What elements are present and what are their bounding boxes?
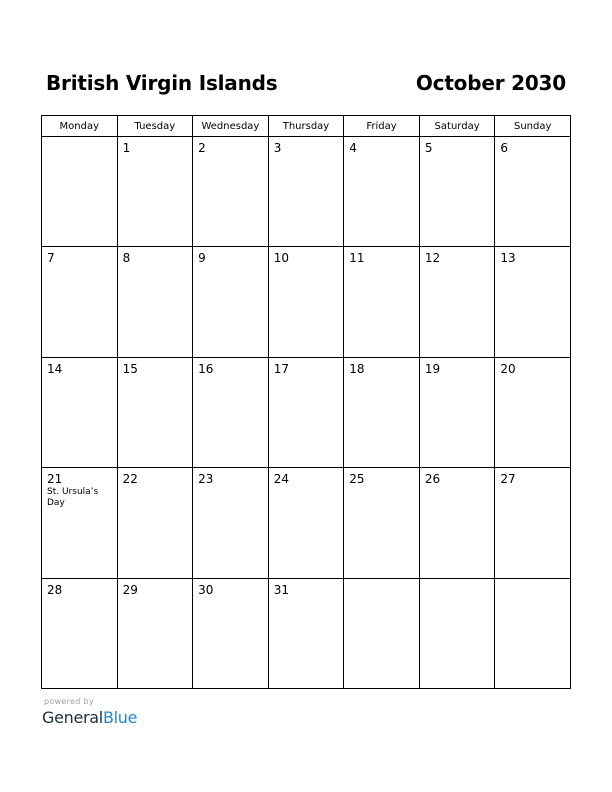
day-number: 12 — [424, 251, 441, 266]
day-cell — [193, 247, 269, 357]
day-cell — [268, 578, 344, 688]
calendar-month-title: October 2030 — [415, 71, 566, 95]
day-number: 24 — [273, 472, 289, 487]
day-cell — [42, 468, 118, 578]
day-cell — [419, 137, 495, 247]
day-number: 17 — [273, 361, 289, 376]
day-number: 27 — [500, 472, 516, 487]
day-cell — [344, 357, 420, 467]
day-cell — [42, 357, 118, 467]
weekday-header: Wednesday — [193, 116, 269, 137]
day-number: 21 — [47, 472, 63, 487]
day-cell — [419, 357, 495, 467]
day-cell — [193, 137, 269, 247]
day-cell — [419, 578, 495, 688]
day-cell — [495, 468, 571, 578]
day-number: 23 — [198, 472, 214, 487]
day-cell — [268, 137, 344, 247]
day-number: 1 — [122, 141, 131, 155]
day-number: 15 — [122, 361, 138, 376]
week-row — [42, 578, 571, 688]
weekday-header: Friday — [344, 116, 420, 137]
weekday-header: Monday — [42, 116, 118, 137]
day-cell — [344, 247, 420, 357]
day-cell — [268, 357, 344, 467]
day-cell — [495, 247, 571, 357]
week-row — [42, 137, 571, 247]
day-number: 31 — [273, 582, 289, 597]
day-number: 18 — [349, 361, 365, 376]
day-cell — [495, 578, 571, 688]
weekday-header: Thursday — [268, 116, 344, 137]
day-cell — [419, 247, 495, 357]
day-number: 20 — [500, 361, 516, 376]
day-number: 22 — [122, 472, 138, 487]
weekday-header-row — [42, 116, 571, 137]
day-number: 30 — [198, 582, 214, 597]
day-cell — [42, 578, 118, 688]
holiday-label: St. Ursula’s Day — [47, 487, 99, 509]
day-number: 19 — [424, 361, 441, 376]
day-cell — [268, 468, 344, 578]
weekday-header: Sunday — [495, 116, 571, 137]
day-cell — [193, 578, 269, 688]
day-cell — [495, 357, 571, 467]
weekday-header: Tuesday — [117, 116, 193, 137]
day-number: 28 — [47, 582, 63, 597]
day-cell — [42, 247, 118, 357]
day-cell — [193, 357, 269, 467]
day-cell — [193, 468, 269, 578]
calendar-country-title: British Virgin Islands — [46, 71, 278, 95]
day-number: 5 — [424, 141, 433, 155]
day-number: 7 — [47, 251, 55, 266]
day-number: 2 — [198, 141, 206, 155]
day-number: 11 — [349, 251, 365, 266]
brand-general-text: General — [42, 708, 103, 727]
day-cell — [344, 137, 420, 247]
day-cell — [117, 247, 193, 357]
day-number: 29 — [122, 582, 138, 597]
day-cell — [268, 247, 344, 357]
day-cell — [117, 137, 193, 247]
week-row — [42, 247, 571, 357]
brand-blue-text: Blue — [102, 708, 138, 727]
day-number: 14 — [47, 361, 63, 376]
week-row — [42, 357, 571, 467]
day-cell — [495, 137, 571, 247]
day-cell — [117, 578, 193, 688]
day-number: 16 — [198, 361, 214, 376]
day-cell — [117, 468, 193, 578]
day-number: 4 — [349, 141, 357, 155]
day-number: 3 — [273, 141, 282, 155]
day-number: 8 — [122, 251, 131, 266]
day-number: 13 — [500, 251, 516, 266]
calendar-grid — [41, 115, 571, 689]
day-number: 9 — [198, 251, 206, 266]
week-row — [42, 468, 571, 578]
day-cell — [344, 578, 420, 688]
day-cell — [344, 468, 420, 578]
powered-by-label: powered by — [44, 697, 94, 706]
day-number: 25 — [349, 472, 365, 487]
day-number: 26 — [424, 472, 441, 487]
day-cell — [419, 468, 495, 578]
weekday-header: Saturday — [419, 116, 495, 137]
day-cell — [117, 357, 193, 467]
day-number: 10 — [273, 251, 289, 266]
generalblue-logo[interactable] — [42, 708, 137, 727]
day-cell — [42, 137, 118, 247]
day-number: 6 — [500, 141, 509, 155]
